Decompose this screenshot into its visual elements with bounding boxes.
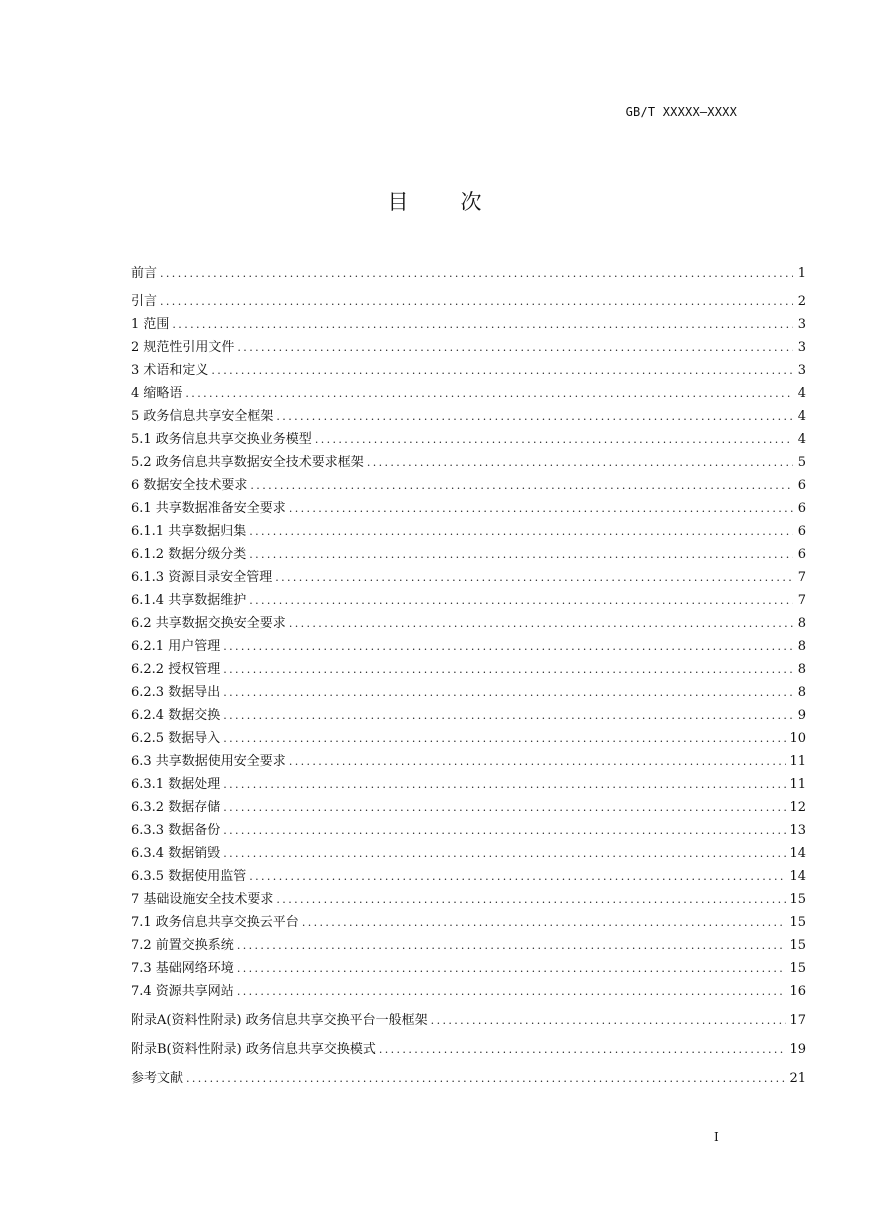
dot-leader	[223, 796, 786, 819]
toc-entry-label: 6.3.3 数据备份	[131, 819, 223, 842]
toc-entry-label: 6.3.5 数据使用监管	[131, 865, 249, 888]
toc-entry-label: 3 术语和定义	[131, 359, 211, 382]
toc-entry-page: 19	[789, 1042, 806, 1057]
toc-entry[interactable]	[131, 888, 806, 911]
dot-leader	[379, 1038, 787, 1061]
dot-leader	[211, 359, 793, 382]
dot-leader	[289, 750, 787, 773]
dot-leader	[223, 681, 793, 704]
toc-entry-label: 6.2.2 授权管理	[131, 658, 223, 681]
dot-leader	[160, 290, 793, 313]
toc-entry[interactable]	[131, 796, 806, 819]
toc-entry-page: 6	[797, 478, 806, 493]
toc-entry-page: 6	[797, 501, 806, 516]
toc-entry-page: 15	[789, 915, 806, 930]
dot-leader	[275, 566, 793, 589]
toc-entry[interactable]	[131, 865, 806, 888]
dot-leader	[431, 1009, 787, 1032]
dot-leader	[289, 497, 793, 520]
toc-entry-page: 13	[789, 823, 806, 838]
dot-leader	[223, 635, 793, 658]
toc-entry-page: 9	[797, 708, 806, 723]
toc-entry[interactable]	[131, 658, 806, 681]
dot-leader	[237, 934, 787, 957]
dot-leader	[289, 612, 793, 635]
dot-leader	[249, 520, 793, 543]
toc-entry-page: 2	[797, 294, 806, 309]
dot-leader	[223, 658, 793, 681]
toc-entry[interactable]	[131, 1003, 806, 1032]
toc-entry-page: 15	[789, 892, 806, 907]
toc-entry-label: 7 基础设施安全技术要求	[131, 888, 276, 911]
toc-entry[interactable]	[131, 497, 806, 520]
toc-entry-page: 6	[797, 524, 806, 539]
dot-leader	[276, 405, 793, 428]
toc-entry-page: 1	[797, 266, 806, 281]
document-code: GB/T XXXXX—XXXX	[625, 105, 737, 119]
toc-entry-label: 5 政务信息共享安全框架	[131, 405, 276, 428]
dot-leader	[276, 888, 786, 911]
toc-entry[interactable]	[131, 336, 806, 359]
toc-entry-label: 6.2.1 用户管理	[131, 635, 223, 658]
toc-entry[interactable]	[131, 543, 806, 566]
toc-entry-label: 6.3 共享数据使用安全要求	[131, 750, 289, 773]
toc-entry-label: 6.1.3 资源目录安全管理	[131, 566, 275, 589]
toc-entry-label: 附录A(资料性附录) 政务信息共享交换平台一般框架	[131, 1009, 431, 1032]
toc-entry-label: 6.2.3 数据导出	[131, 681, 223, 704]
toc-entry-label: 6.1 共享数据准备安全要求	[131, 497, 289, 520]
toc-entry-label: 6.1.1 共享数据归集	[131, 520, 249, 543]
toc-entry-label: 4 缩略语	[131, 382, 185, 405]
toc-entry-label: 6.2 共享数据交换安全要求	[131, 612, 289, 635]
toc-entry[interactable]	[131, 911, 806, 934]
toc-entry-label: 前言	[131, 262, 160, 285]
toc-entry[interactable]	[131, 980, 806, 1003]
dot-leader	[186, 1067, 786, 1090]
toc-entry[interactable]	[131, 842, 806, 865]
toc-entry-label: 7.4 资源共享网站	[131, 980, 237, 1003]
toc-entry[interactable]	[131, 957, 806, 980]
toc-entry-label: 参考文献	[131, 1067, 186, 1090]
dot-leader	[367, 451, 793, 474]
toc-entry-page: 12	[789, 800, 806, 815]
toc-entry-label: 5.1 政务信息共享交换业务模型	[131, 428, 315, 451]
toc-entry[interactable]	[131, 428, 806, 451]
toc-entry-label: 7.2 前置交换系统	[131, 934, 237, 957]
toc-entry-label: 6.3.4 数据销毁	[131, 842, 223, 865]
toc-entry-label: 7.1 政务信息共享交换云平台	[131, 911, 302, 934]
toc-entry[interactable]	[131, 359, 806, 382]
toc-entry-page: 7	[797, 593, 806, 608]
toc-entry-page: 8	[797, 662, 806, 677]
toc-entry[interactable]	[131, 704, 806, 727]
toc-entry-label: 6.3.1 数据处理	[131, 773, 223, 796]
toc-entry[interactable]	[131, 566, 806, 589]
toc-entry[interactable]	[131, 681, 806, 704]
toc-entry-page: 8	[797, 616, 806, 631]
toc-entry[interactable]	[131, 727, 806, 750]
toc-entry-page: 15	[789, 961, 806, 976]
toc-entry[interactable]	[131, 635, 806, 658]
toc-entry[interactable]	[131, 1061, 806, 1090]
toc-entry[interactable]	[131, 451, 806, 474]
toc-entry-page: 14	[789, 846, 806, 861]
toc-entry-page: 11	[789, 754, 806, 769]
dot-leader	[172, 313, 793, 336]
toc-entry[interactable]	[131, 750, 806, 773]
dot-leader	[160, 262, 793, 285]
toc-entry-label: 6 数据安全技术要求	[131, 474, 250, 497]
dot-leader	[223, 704, 793, 727]
dot-leader	[223, 819, 786, 842]
toc-entry-page: 6	[797, 547, 806, 562]
toc-entry-label: 6.2.5 数据导入	[131, 727, 223, 750]
toc-entry-page: 16	[789, 984, 806, 999]
table-of-contents	[131, 257, 806, 1090]
toc-entry[interactable]	[131, 773, 806, 796]
toc-entry-page: 5	[797, 455, 806, 470]
toc-entry-page: 3	[797, 317, 806, 332]
dot-leader	[249, 589, 793, 612]
dot-leader	[250, 474, 793, 497]
toc-entry-page: 4	[797, 386, 806, 401]
toc-entry[interactable]	[131, 382, 806, 405]
toc-entry-page: 3	[797, 363, 806, 378]
toc-entry-label: 2 规范性引用文件	[131, 336, 237, 359]
toc-entry-page: 15	[789, 938, 806, 953]
toc-entry[interactable]	[131, 520, 806, 543]
toc-entry-page: 11	[789, 777, 806, 792]
toc-entry-page: 7	[797, 570, 806, 585]
toc-entry-label: 6.1.4 共享数据维护	[131, 589, 249, 612]
toc-entry-label: 7.3 基础网络环境	[131, 957, 237, 980]
toc-entry-label: 1 范围	[131, 313, 172, 336]
toc-entry[interactable]	[131, 405, 806, 428]
toc-entry-label: 6.2.4 数据交换	[131, 704, 223, 727]
page-number: I	[714, 1130, 719, 1144]
toc-entry-page: 14	[789, 869, 806, 884]
toc-entry[interactable]	[131, 934, 806, 957]
toc-entry-page: 4	[797, 432, 806, 447]
dot-leader	[302, 911, 787, 934]
toc-entry[interactable]	[131, 474, 806, 497]
toc-entry-page: 17	[789, 1013, 806, 1028]
page-title: 目次	[387, 190, 534, 214]
dot-leader	[237, 957, 787, 980]
toc-entry[interactable]	[131, 819, 806, 842]
dot-leader	[223, 842, 786, 865]
toc-entry-page: 8	[797, 685, 806, 700]
toc-entry-page: 8	[797, 639, 806, 654]
dot-leader	[249, 865, 786, 888]
dot-leader	[249, 543, 793, 566]
toc-entry-page: 4	[797, 409, 806, 424]
toc-entry-label: 6.3.2 数据存储	[131, 796, 223, 819]
dot-leader	[237, 336, 793, 359]
toc-entry[interactable]	[131, 612, 806, 635]
dot-leader	[237, 980, 787, 1003]
toc-entry-page: 3	[797, 340, 806, 355]
toc-entry[interactable]	[131, 1032, 806, 1061]
toc-entry-page: 21	[789, 1071, 806, 1086]
dot-leader	[185, 382, 793, 405]
toc-entry[interactable]	[131, 589, 806, 612]
toc-entry-label: 5.2 政务信息共享数据安全技术要求框架	[131, 451, 367, 474]
toc-entry-label: 附录B(资料性附录) 政务信息共享交换模式	[131, 1038, 379, 1061]
dot-leader	[315, 428, 793, 451]
toc-entry-label: 引言	[131, 290, 160, 313]
toc-entry-page: 10	[789, 731, 806, 746]
dot-leader	[223, 773, 786, 796]
toc-entry[interactable]	[131, 285, 806, 313]
toc-entry[interactable]	[131, 313, 806, 336]
dot-leader	[223, 727, 786, 750]
toc-entry-label: 6.1.2 数据分级分类	[131, 543, 249, 566]
toc-entry[interactable]	[131, 257, 806, 285]
